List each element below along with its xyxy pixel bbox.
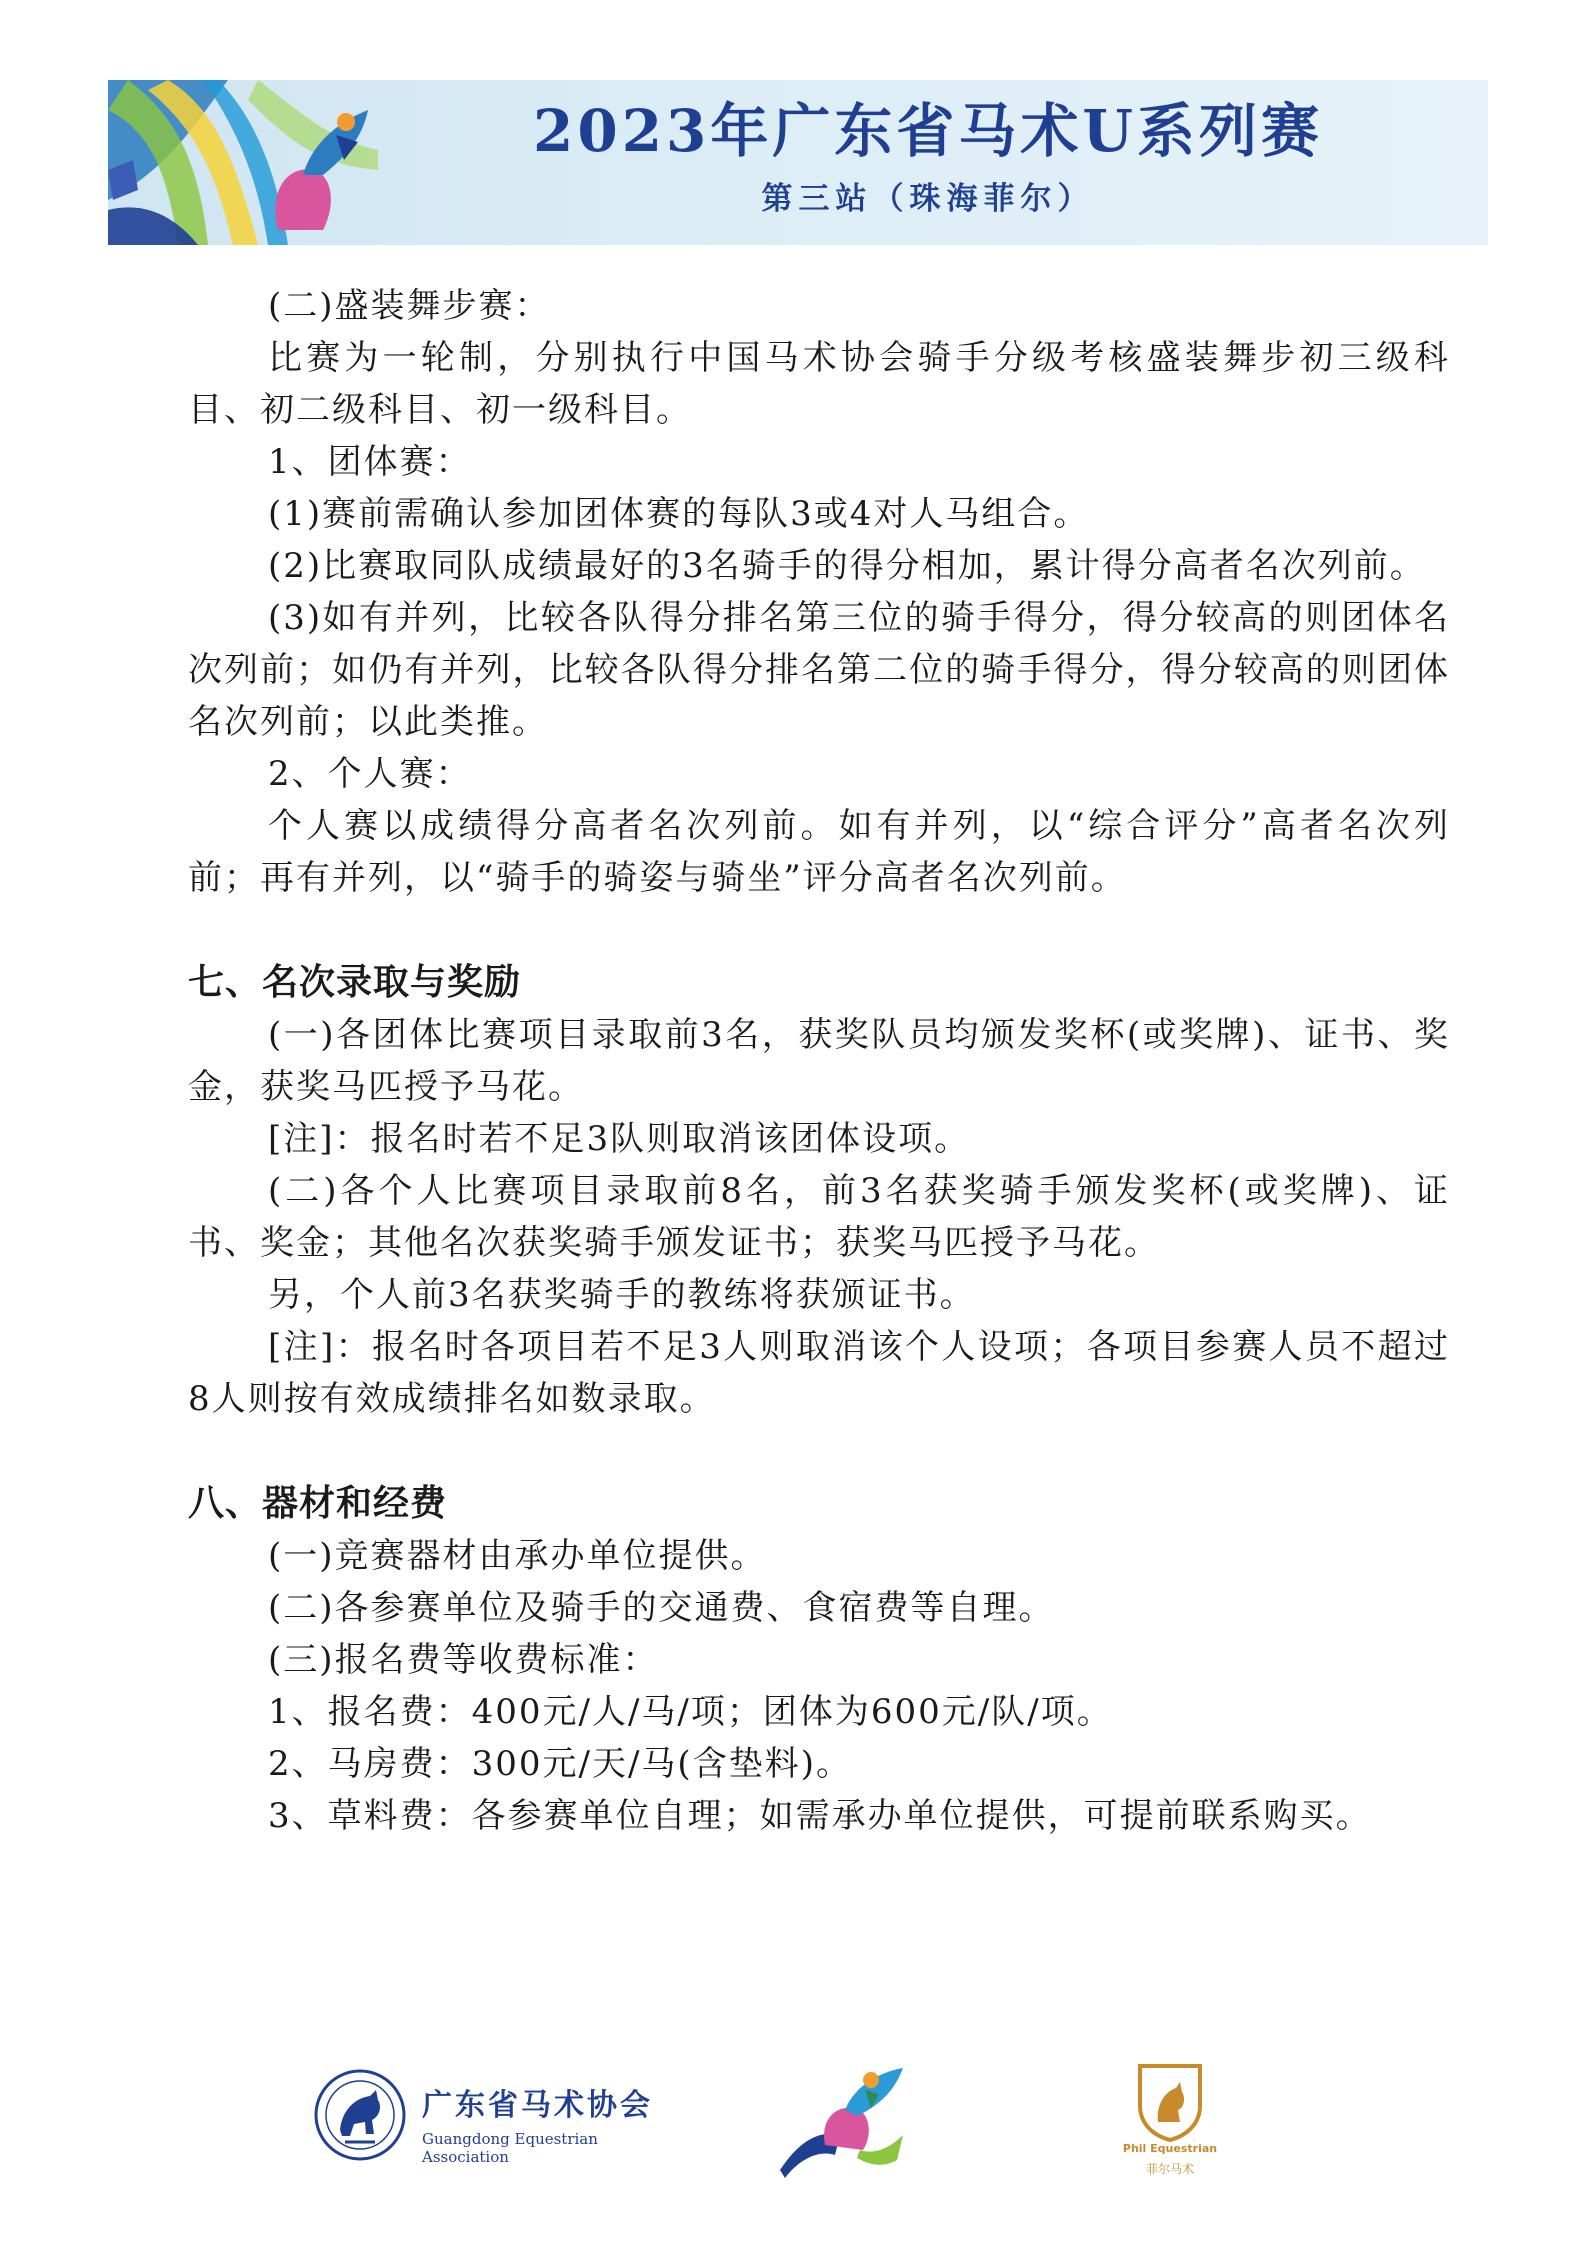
paragraph: (二)各参赛单位及骑手的交通费、食宿费等自理。 (268, 1588, 1055, 1628)
paragraph: 另，个人前3名获奖骑手的教练将获颁证书。 (268, 1275, 976, 1315)
paragraph: (三)报名费等收费标准： (268, 1640, 659, 1680)
header-banner (108, 80, 1488, 245)
banner-artwork (108, 80, 378, 245)
paragraph: 2、马房费：300元/天/马(含垫料)。 (268, 1744, 852, 1784)
document-body (188, 280, 1450, 1842)
horse-rider-logo-icon (775, 2050, 915, 2190)
section-heading: 七、名次录取与奖励 (188, 962, 522, 1003)
phil-english-name: Phil Equestrian (1122, 2142, 1218, 2155)
paragraph: 1、报名费：400元/人/马/项；团体为600元/队/项。 (268, 1692, 1113, 1732)
paragraph: (二)盛装舞步赛： (268, 286, 551, 326)
paragraph: 2、个人赛： (268, 754, 472, 794)
paragraph: 个人赛以成绩得分高者名次列前。如有并列，以“综合评分”高者名次列前；再有并列，以“骑手的骑姿与骑坐”评分高者名次列前。 (188, 806, 1450, 898)
paragraph: (1)赛前需确认参加团体赛的每队3或4对人马组合。 (268, 494, 1090, 534)
banner-subtitle: 第三站（珠海菲尔） (761, 181, 1095, 217)
gea-logo (310, 2060, 660, 2180)
paragraph: [注]：报名时若不足3队则取消该团体设项。 (268, 1119, 971, 1159)
paragraph: (2)比赛取同队成绩最好的3名骑手的得分相加，累计得分高者名次列前。 (268, 546, 1426, 586)
footer-logos (0, 2050, 1588, 2190)
section-heading: 八、器材和经费 (188, 1483, 448, 1524)
phil-equestrian-logo (1120, 2060, 1220, 2190)
paragraph: (二)各个人比赛项目录取前8名，前3名获奖骑手颁发奖杯(或奖牌)、证书、奖金；其他名次获奖骑手颁发证书；获奖马匹授予马花。 (188, 1171, 1450, 1263)
phil-shield-icon (1120, 2060, 1220, 2142)
paragraph: 3、草料费：各参赛单位自理；如需承办单位提供，可提前联系购买。 (268, 1796, 1372, 1836)
paragraph: (一)各团体比赛项目录取前3名，获奖队员均颁发奖杯(或奖牌)、证书、奖金，获奖马匹授予马花。 (188, 1015, 1450, 1107)
paragraph: [注]：报名时各项目若不足3人则取消该个人设项；各项目参赛人员不超过8人则按有效成绩排名如数录取。 (188, 1327, 1450, 1419)
gea-name: 广东省马术协会 (422, 2088, 653, 2123)
gea-emblem-icon (310, 2060, 410, 2180)
paragraph: 比赛为一轮制，分别执行中国马术协会骑手分级考核盛装舞步初三级科目、初二级科目、初一级科目。 (188, 338, 1450, 430)
paragraph: (一)竞赛器材由承办单位提供。 (268, 1536, 767, 1576)
section-gap (188, 904, 1450, 957)
section-gap (188, 1425, 1450, 1478)
gea-english-name: Guangdong Equestrian Association (422, 2130, 598, 2166)
paragraph: 1、团体赛： (268, 442, 472, 482)
banner-title: 2023年广东省马术U系列赛 (532, 97, 1323, 165)
paragraph: (3)如有并列，比较各队得分排名第三位的骑手得分，得分较高的则团体名次列前；如仍有并列，比较各队得分排名第二位的骑手得分，得分较高的则团体名次列前；以此类推。 (188, 598, 1450, 742)
phil-chinese-name: 菲尔马术 (1145, 2162, 1194, 2176)
